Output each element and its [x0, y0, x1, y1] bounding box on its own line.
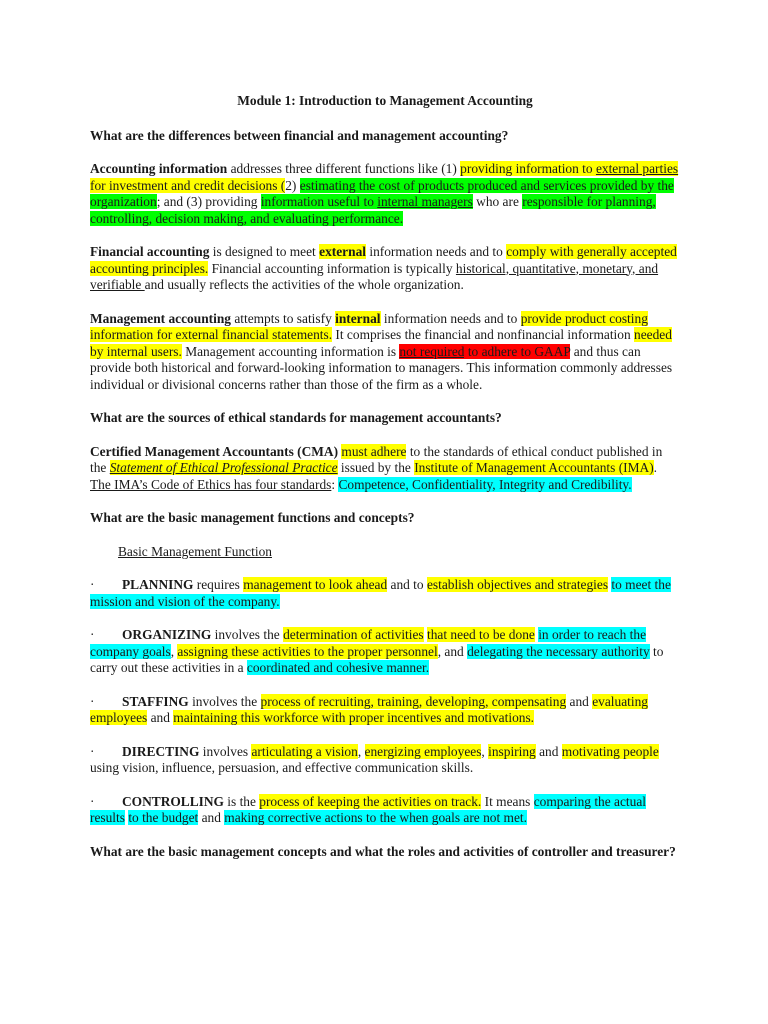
- text-run: It comprises the financial and nonfinancial information: [332, 327, 634, 342]
- text-run: Financial accounting: [90, 244, 210, 259]
- text-run: and usually reflects the activities of the whole organization.: [144, 277, 464, 292]
- text-run: and: [535, 743, 562, 759]
- question-4: What are the basic management concepts and what the roles and activities of controller and treasurer?: [90, 843, 676, 859]
- text-run: involves: [199, 743, 252, 759]
- question-3: What are the basic management functions and concepts?: [90, 510, 415, 525]
- text-run: motivating people: [561, 743, 659, 759]
- text-run: delegating the necessary authority: [467, 643, 650, 659]
- text-run: attempts to satisfy: [230, 310, 336, 326]
- paragraph-accounting-information: [90, 161, 680, 227]
- text-run: involves the: [211, 627, 284, 642]
- text-run: assigning these activities to the proper personnel: [177, 643, 438, 659]
- text-run: and: [147, 710, 174, 725]
- text-run: ,: [357, 743, 365, 759]
- text-run: Financial accounting information is typically: [208, 260, 456, 276]
- text-run: in order to reach the company goals: [90, 627, 647, 659]
- text-run: providing information to: [460, 161, 596, 176]
- text-run: responsible for planning, controlling, decision making, and evaluating performance.: [90, 194, 656, 226]
- text-run: It means: [481, 793, 534, 809]
- text-run: Accounting information: [90, 161, 228, 176]
- paragraph-cma: [90, 444, 680, 494]
- text-run: Statement of Ethical Professional Practice: [109, 460, 338, 475]
- text-run: and: [566, 693, 593, 709]
- bullet-directing: [90, 744, 680, 777]
- text-run: using vision, influence, persuasion, and effective communication skills.: [90, 760, 474, 775]
- text-run: making corrective actions to the when goals are not met.: [224, 810, 527, 825]
- text-run: provide product costing information for external financial statements.: [90, 310, 648, 342]
- question-1: What are the differences between financial and management accounting?: [90, 127, 509, 143]
- text-run: involves the: [188, 693, 261, 709]
- text-run: to the standards of ethical conduct published in the: [90, 443, 663, 475]
- text-run: ORGANIZING: [122, 627, 212, 642]
- bullet-marker: ·: [90, 793, 95, 809]
- text-run: :: [331, 476, 339, 492]
- text-run: to meet the mission and vision of the company.: [90, 577, 671, 609]
- bullet-organizing: [90, 627, 680, 677]
- text-run: that need to be done: [427, 627, 535, 642]
- text-run: DIRECTING: [122, 743, 200, 759]
- text-run: .: [653, 460, 658, 475]
- bullet-marker: ·: [90, 743, 95, 759]
- text-run: , and: [437, 643, 468, 659]
- bullet-staffing: [90, 694, 680, 727]
- text-run: inspiring: [488, 743, 536, 759]
- text-run: evaluating employees: [90, 693, 648, 725]
- text-run: who are: [472, 194, 523, 209]
- bullet-list: [90, 577, 680, 827]
- text-run: requires: [193, 577, 244, 592]
- text-run: information needs and to: [366, 244, 507, 259]
- text-run: coordinated and cohesive manner.: [246, 660, 430, 675]
- text-run: addresses three different functions like (1): [227, 161, 461, 176]
- text-run: to carry out these activities in a: [90, 643, 664, 675]
- text-run: historical, quantitative, monetary, and verifiable: [90, 260, 659, 292]
- bullet-marker: ·: [90, 577, 95, 592]
- text-run: PLANNING: [122, 577, 194, 592]
- text-run: information useful to: [260, 194, 378, 209]
- text-run: process of keeping the activities on track.: [259, 793, 482, 809]
- text-run: energizing employees: [364, 743, 482, 759]
- bullet-text: [90, 794, 646, 826]
- bullet-controlling: [90, 794, 680, 827]
- text-run: determination of activities: [283, 627, 424, 642]
- text-run: internal managers: [377, 194, 473, 209]
- text-run: ,: [481, 743, 489, 759]
- text-run: and thus can provide both historical and forward-looking information to managers. This information commonly addresses individual or divisional concerns rather than those of the firm as a whole.: [90, 343, 673, 392]
- text-run: to the budget: [128, 810, 199, 825]
- bullet-marker: ·: [90, 627, 95, 642]
- bullet-text: [90, 577, 671, 609]
- text-run: CONTROLLING: [122, 793, 224, 809]
- text-run: and: [198, 810, 225, 825]
- text-run: information needs and to: [380, 310, 521, 326]
- question-2: What are the sources of ethical standards for management accountants?: [90, 410, 502, 425]
- text-run: The IMA’s Code of Ethics has four standards: [90, 476, 332, 492]
- text-run: Certified Management Accountants (CMA): [90, 443, 339, 459]
- text-run: estimating the cost of products produced and services provided by the organization: [90, 177, 674, 209]
- text-run: must adhere: [341, 443, 407, 459]
- document-title: Module 1: Introduction to Management Accounting: [237, 93, 533, 108]
- text-run: ; and (3) providing: [156, 194, 261, 209]
- text-run: is designed to meet: [209, 244, 320, 259]
- sub-heading: Basic Management Function: [118, 543, 272, 559]
- text-run: issued by the: [337, 460, 415, 475]
- text-run: management to look ahead: [243, 577, 388, 592]
- text-run: Management accounting information is: [181, 343, 400, 359]
- text-run: process of recruiting, training, developing, compensating: [260, 693, 567, 709]
- text-run: and to: [387, 577, 427, 592]
- text-run: comply with generally accepted accounting principles.: [90, 244, 677, 276]
- text-run: for investment and credit decisions (: [90, 177, 286, 193]
- text-run: Management accounting: [90, 310, 231, 326]
- text-run: comparing the actual results: [90, 793, 647, 825]
- text-run: 2): [285, 177, 300, 193]
- text-run: to adhere to GAAP: [464, 343, 571, 359]
- paragraph-financial-accounting: [90, 244, 680, 294]
- text-run: Institute of Management Accountants (IMA): [414, 460, 654, 475]
- text-run: needed by internal users.: [90, 327, 672, 359]
- bullet-marker: ·: [90, 693, 95, 709]
- bullet-text: [90, 744, 659, 776]
- bullet-text: [90, 694, 648, 726]
- text-run: not required: [399, 343, 465, 359]
- text-run: maintaining this workforce with proper incentives and motivations.: [173, 710, 535, 725]
- paragraph-management-accounting: [90, 311, 680, 394]
- text-run: ,: [170, 643, 178, 659]
- text-run: external: [319, 244, 366, 259]
- text-run: external parties: [595, 161, 679, 176]
- text-run: articulating a vision: [251, 743, 358, 759]
- text-run: Competence, Confidentiality, Integrity and Credibility.: [338, 476, 632, 492]
- text-run: is the: [223, 793, 260, 809]
- bullet-planning: [90, 577, 680, 610]
- text-run: internal: [335, 310, 381, 326]
- text-run: STAFFING: [122, 693, 189, 709]
- bullet-text: [90, 627, 663, 675]
- text-run: establish objectives and strategies: [426, 577, 609, 592]
